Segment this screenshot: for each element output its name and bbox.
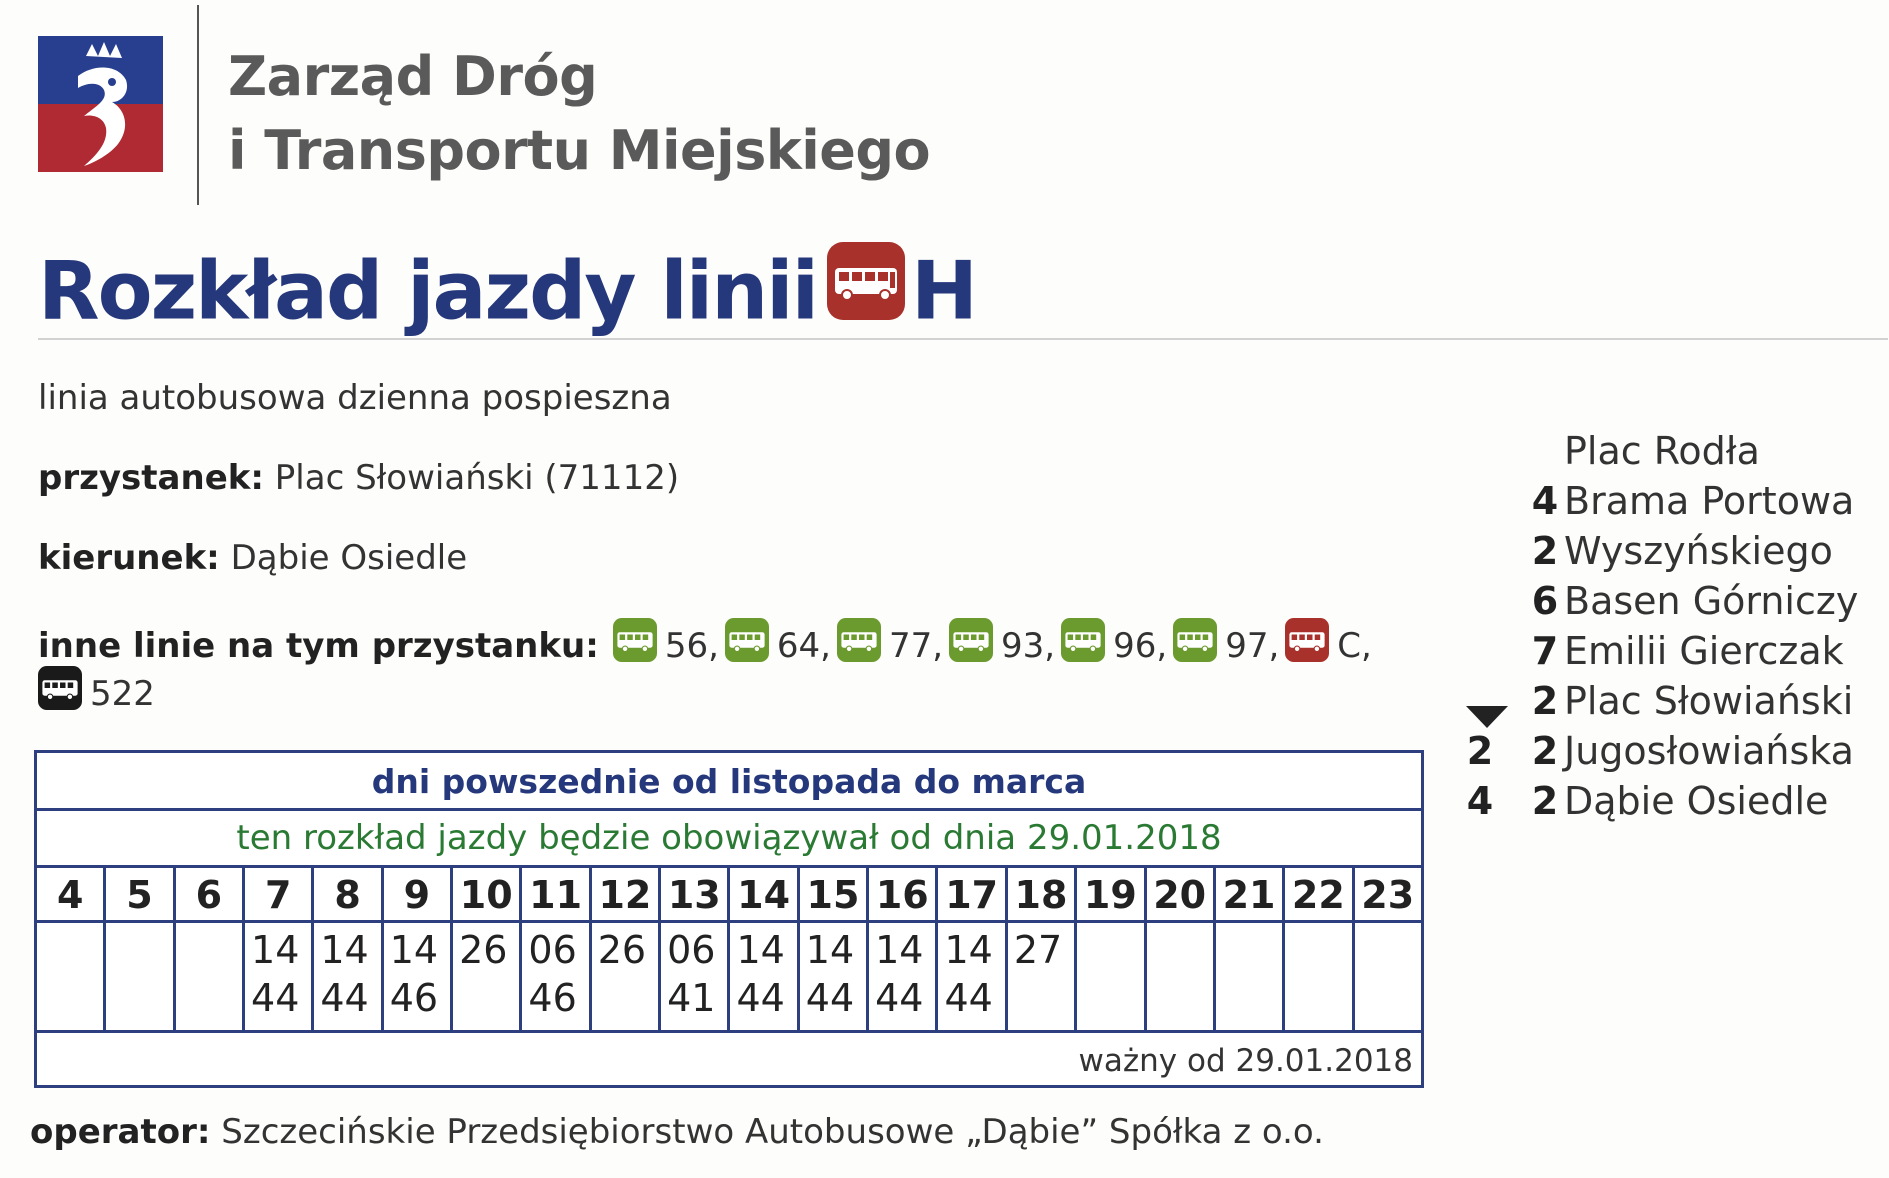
departure-minute: 27 [1013,928,1063,972]
title-divider [38,338,1888,340]
stop-name: Emilii Gierczak [1564,629,1844,673]
line-type: linia autobusowa dzienna pospieszna [38,378,672,418]
bus-icon [827,242,905,341]
timetable-notice: ten rozkład jazdy będzie obowiązywał od dnia 29.01.2018 [37,811,1421,868]
other-line-label: 93, [1001,626,1056,666]
departure-minute: 26 [597,928,647,972]
departure-minute: 44 [944,976,993,1020]
other-line-label: 77, [888,626,944,666]
hour-column [453,868,522,1030]
hour-label: 5 [106,868,172,923]
hour-column [245,868,314,1030]
hour-column [106,868,175,1030]
other-line-label: C, [1337,626,1372,666]
stop-name: Plac Rodła [1564,429,1760,473]
timetable [34,750,1424,1088]
other-line-1 [719,626,831,666]
griffin-logo-icon [38,36,163,172]
hour-column [592,868,661,1030]
travel-time: 2 [1531,779,1559,823]
org-line2: i Transportu Miejskiego [228,119,931,182]
org-line1: Zarząd Dróg [228,45,598,108]
travel-time: 2 [1531,679,1559,723]
stop-name: Basen Górniczy [1564,579,1859,623]
line-number: H [911,244,976,338]
other-line-6 [1279,626,1372,666]
departure-minute: 14 [251,928,300,972]
other-line-4 [1055,626,1167,666]
griffin-logo [38,36,163,172]
departure-minute: 44 [736,976,785,1020]
departure-minute: 14 [805,928,855,972]
hour-label: 21 [1216,868,1282,923]
minutes-cell [314,923,380,1030]
operator-label: operator: [30,1112,211,1152]
bus-icon [38,666,82,719]
header-divider [197,5,199,205]
hour-label: 12 [592,868,658,923]
minutes-cell [106,923,172,1030]
direction-label: kierunek: [38,538,220,578]
hour-column [1285,868,1354,1030]
departure-minute: 44 [875,976,924,1020]
stop-name: Dąbie Osiedle [1564,779,1829,823]
stop-info [38,458,679,498]
travel-time: 6 [1531,579,1559,623]
travel-time: 4 [1531,479,1559,523]
other-line-5 [1167,626,1279,666]
other-lines-label: inne linie na tym przystanku: [38,626,599,666]
minutes-cell [245,923,311,1030]
stop-label: przystanek: [38,458,264,498]
hour-label: 8 [314,868,380,923]
timetable-grid [37,868,1421,1033]
departure-minute: 06 [528,928,577,972]
travel-time: 2 [1531,729,1559,773]
departure-minute: 44 [320,976,369,1020]
departure-minute: 14 [389,928,439,972]
departure-minute: 44 [805,976,855,1020]
hour-column [1216,868,1285,1030]
direction-value: Dąbie Osiedle [230,538,468,578]
departure-minute: 44 [251,976,300,1020]
other-lines-wrap [38,666,155,725]
stop-name: Plac Słowiański [1564,679,1854,723]
bus-icon [1173,618,1217,671]
hour-column [661,868,730,1030]
hour-label: 18 [1008,868,1074,923]
bus-icon [837,618,881,671]
hour-label: 23 [1355,868,1421,923]
hour-column [1008,868,1077,1030]
hour-column [1355,868,1421,1030]
departure-minute: 14 [320,928,369,972]
timetable-header: dni powszednie od listopada do marca [37,753,1421,811]
hour-label: 14 [730,868,796,923]
departure-minute: 14 [875,928,924,972]
minutes-cell [522,923,588,1030]
organization-name [228,40,930,188]
travel-time: 7 [1531,629,1559,673]
hour-column [522,868,591,1030]
hour-column [730,868,799,1030]
hour-column [176,868,245,1030]
hour-column [314,868,383,1030]
travel-time-prev: 2 [1466,729,1494,773]
departure-minute: 14 [736,928,785,972]
departure-minute: 14 [944,928,993,972]
stop-name: Wyszyńskiego [1564,529,1833,573]
stop-name: Jugosłowiańska [1564,729,1854,773]
other-lines-row1 [599,626,1372,666]
other-line-0 [599,626,719,666]
hour-label: 16 [869,868,935,923]
other-line-label: 522 [90,674,155,714]
hour-column [37,868,106,1030]
minutes-cell [1077,923,1143,1030]
hour-label: 22 [1285,868,1351,923]
hour-label: 10 [453,868,519,923]
hour-column [869,868,938,1030]
operator-value: Szczecińskie Przedsiębiorstwo Autobusowe „Dąbie” Spółka z o.o. [221,1112,1324,1152]
minutes-cell [176,923,242,1030]
minutes-cell [730,923,796,1030]
travel-time-prev: 4 [1466,779,1494,823]
bus-icon [725,618,769,671]
hour-label: 20 [1147,868,1213,923]
hour-label: 15 [800,868,866,923]
bus-icon [1061,618,1105,671]
hour-column [938,868,1007,1030]
bus-icon [1285,618,1329,671]
direction-info [38,538,467,578]
other-line-3 [943,626,1055,666]
minutes-cell [1355,923,1421,1030]
other-line-label: 96, [1113,626,1168,666]
minutes-cell [1008,923,1074,1030]
hour-column [384,868,453,1030]
other-lines [38,618,1372,677]
travel-time: 2 [1531,529,1559,573]
hour-label: 13 [661,868,727,923]
departure-minute: 41 [667,976,716,1020]
hour-label: 6 [176,868,242,923]
title-text: Rozkład jazdy linii [38,244,817,338]
hour-label: 9 [384,868,450,923]
minutes-cell [661,923,727,1030]
departure-minute: 46 [528,976,577,1020]
hour-label: 4 [37,868,103,923]
minutes-cell [1285,923,1351,1030]
minutes-cell [592,923,658,1030]
minutes-cell [800,923,866,1030]
minutes-cell [1216,923,1282,1030]
hour-column [800,868,869,1030]
minutes-cell [37,923,103,1030]
valid-from: ważny od 29.01.2018 [1078,1043,1413,1079]
hour-label: 11 [522,868,588,923]
minutes-cell [1147,923,1213,1030]
minutes-cell [384,923,450,1030]
stop-name: Brama Portowa [1564,479,1855,523]
hour-column [1077,868,1146,1030]
page-title [38,242,976,351]
hour-column [1147,868,1216,1030]
hour-label: 19 [1077,868,1143,923]
departure-minute: 46 [389,976,439,1020]
departure-minute: 26 [459,928,508,972]
other-line-label: 56, [664,626,719,666]
other-line-7 [38,674,155,714]
operator-info [30,1112,1324,1152]
minutes-cell [869,923,935,1030]
other-line-label: 97, [1225,626,1280,666]
minutes-cell [938,923,1004,1030]
bus-icon [613,618,657,671]
hour-label: 7 [245,868,311,923]
hour-label: 17 [938,868,1004,923]
stop-value: Plac Słowiański (71112) [274,458,680,498]
other-line-label: 64, [776,626,831,666]
minutes-cell [453,923,519,1030]
departure-minute: 06 [667,928,716,972]
bus-icon [949,618,993,671]
other-lines-row2 [38,674,155,714]
other-line-2 [831,626,943,666]
